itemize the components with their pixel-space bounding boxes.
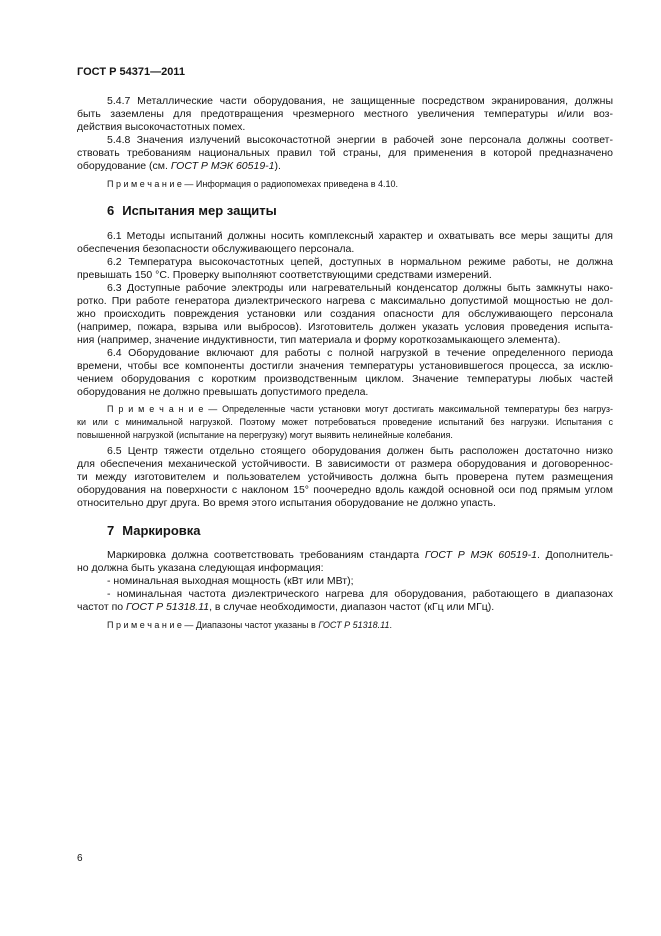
text-line: превышать 150 °С. Проверку выполняют соответствующими средствами измерений. [77, 268, 492, 281]
text-line: относительно друг друга. Во время этого испытания оборудование не должно упасть. [77, 497, 496, 509]
text-segment: , в случае необходимости, диапазон частот (кГц или МГц). [209, 601, 495, 613]
clause-6-4 [77, 347, 613, 399]
text-line [77, 160, 613, 173]
text-line: времени, чтобы все компоненты достигли значения температуры установившегося процесса, за исклю- [77, 359, 613, 372]
text-line: - номинальная выходная мощность (кВт или МВт); [107, 575, 354, 587]
text-segment: оборудование (см. [77, 160, 171, 172]
text-line: - номинальная частота диэлектрического нагрева для оборудования, работающего в диапазонах [107, 588, 613, 600]
standard-reference: ГОСТ Р 51318.11 [126, 601, 210, 613]
standard-reference: ГОСТ Р МЭК 60519-1 [424, 549, 537, 561]
text-line: но должна быть указана следующая информация: [77, 562, 324, 574]
note-frequency-ranges [77, 619, 613, 632]
note-no-load-testing [77, 403, 613, 442]
standard-reference: ГОСТ Р 51318.11 [318, 619, 390, 630]
text-line: 6.4 Оборудование включают для работы с полной нагрузкой в течение определенного периода [107, 346, 613, 359]
clause-5-4-8 [77, 134, 613, 173]
text-line: жно происходить повреждения установки или создания опасности для обслуживающего персонала [77, 307, 613, 320]
text-line: быть заземлены для предотвращения чрезмерного местного увеличения температуры и/или воз- [77, 108, 613, 120]
note-radio-interference [77, 178, 613, 191]
text-line: для обеспечения механической устойчивости. В зависимости от размера оборудования и договореннос- [77, 458, 613, 470]
text-segment: . [389, 619, 392, 630]
text-line: (например, пожара, взрыва или выбросов). Изготовитель должен указать условия проведения испыта- [77, 320, 613, 333]
text-line: ти между изготовителем и пользователем устойчивость должна быть проверена путем размещения [77, 471, 613, 483]
text-line: 5.4.7 Металлические части оборудования, не защищенные посредством экранирования, должны [107, 95, 613, 107]
text-line: 6.1 Методы испытаний должны носить комплексный характер и охватывать все меры защиты для [107, 229, 613, 242]
text-line: действия высокочастотных помех. [77, 121, 246, 133]
text-segment: . Дополнитель- [536, 549, 614, 561]
text-line: оборудования на поверхности с наклоном 15° поочередно вдоль каждой основной оси под прямым углом [77, 484, 613, 496]
text-line: 6.3 Доступные рабочие электроды или нагревательный конденсатор должны быть замкнуты нако- [107, 281, 613, 294]
text-line [77, 601, 613, 614]
note-line: повышенной нагрузкой (испытание на перегрузку) могут выявить нелинейные колебания. [77, 430, 453, 440]
text-segment: частот по [77, 601, 127, 613]
document-code-header: ГОСТ Р 54371—2011 [77, 65, 185, 78]
document-page [77, 66, 613, 635]
text-line [77, 549, 613, 562]
text-line: ния (например, значение индуктивности, тип материала и форму короткозамыкающего элемента). [77, 333, 561, 346]
section-6-heading [77, 203, 613, 219]
text-line: 6.5 Центр тяжести отдельно стоящего оборудования должен быть расположен достаточно низко [107, 445, 613, 457]
marking-item-output-power [77, 575, 613, 588]
clause-6-5 [77, 445, 613, 510]
text-segment: ). [274, 160, 281, 172]
note-line: П р и м е ч а н и е — Информация о радиопомехах приведена в 4.10. [107, 178, 399, 189]
standard-reference: ГОСТ Р МЭК 60519-1 [170, 160, 275, 172]
note-line [77, 619, 613, 632]
section-title: Маркировка [122, 522, 201, 538]
marking-item-frequency [77, 588, 613, 614]
note-line: П р и м е ч а н и е — Определенные части установки могут достигать максимальной температуры без нагруз- [107, 404, 613, 414]
text-line: 5.4.8 Значения излучений высокочастотной энергии в рабочей зоне персонала должны соответ- [107, 134, 613, 146]
text-line: обеспечения безопасности обслуживающего персонала. [77, 242, 355, 255]
clause-6-3 [77, 282, 613, 347]
text-segment: Маркировка должна соответствовать требованиям стандарта [107, 549, 425, 561]
section-number: 7 [107, 522, 115, 538]
section-number: 6 [107, 203, 115, 218]
clause-6-2 [77, 256, 613, 282]
marking-requirements [77, 549, 613, 575]
clause-6-1 [77, 230, 613, 256]
page-number: 6 [77, 852, 83, 864]
clause-5-4-7 [77, 95, 613, 134]
section-title: Испытания мер защиты [122, 203, 277, 218]
note-line: ки или с минимальной нагрузкой. Поэтому может потребоваться проведение испытаний без нагрузки. Испытания с [77, 417, 613, 427]
text-line: ствовать требованиям национальных правил той страны, для применения в которой предназначено [77, 147, 613, 159]
text-line: ротко. При работе генератора диэлектрического нагрева с максимально допустимой мощностью не дол- [77, 294, 613, 307]
section-7-heading [77, 523, 613, 539]
text-segment: П р и м е ч а н и е — Диапазоны частот указаны в [107, 619, 319, 630]
text-line: 6.2 Температура высокочастотных цепей, доступных в нормальном режиме работы, не должна [107, 255, 613, 268]
text-line: оборудования не должно превышать допустимого предела. [77, 385, 369, 398]
text-line: чением оборудования с коротким производственным циклом. Значение температуры любых частей [77, 372, 613, 385]
